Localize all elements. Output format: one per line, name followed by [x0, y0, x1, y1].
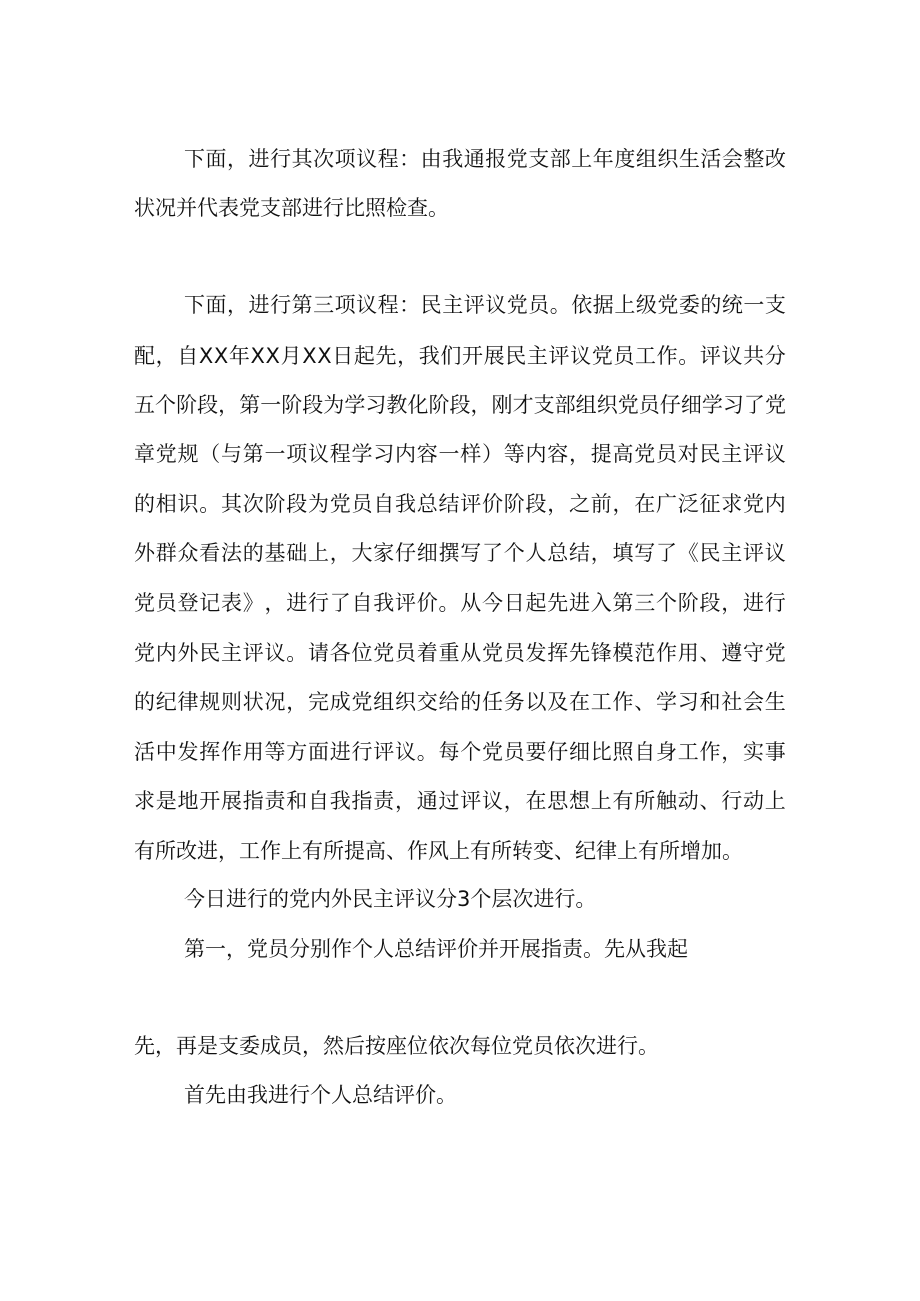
paragraph-2-line-3: 五 个 阶 段 ， 第 一 阶 段 为 学 习 教 化 阶 段 ， 刚 才 支 部 组 织 党 员 仔 细 学 习 了 党: [134, 393, 786, 417]
paragraph-2-line-11: 求 是 地 开 展 指 责 和 自 我 指 责 ， 通 过 评 议 ， 在 思 想 上 有 所 触 动 、 行 动 上: [134, 789, 786, 813]
paragraph-2-line-1: 下 面 ， 进 行 第 三 项 议 程 ： 民 主 评 议 党 员 。 依 据 上 级 党 委 的 统 一 支: [184, 293, 786, 317]
paragraph-1-line-2: 状况并代表党支部进行比照检查。: [134, 196, 449, 220]
paragraph-1-line-1: 下 面 ， 进 行 其 次 项 议 程 ： 由 我 通 报 党 支 部 上 年 度 组 织 生 活 会 整 改: [184, 147, 786, 171]
paragraph-2-line-8: 党 内 外 民 主 评 议 。 请 各 位 党 员 着 重 从 党 员 发 挥 先 锋 模 范 作 用 、 遵 守 党: [134, 641, 786, 665]
paragraph-2-line-10: 活 中 发 挥 作 用 等 方 面 进 行 评 议 。 每 个 党 员 要 仔 细 比 照 自 身 工 作 ， 实 事: [134, 740, 786, 764]
paragraph-4-line-1: 第一，党员分别作个人总结评价并开展指责。先从我起: [184, 937, 688, 961]
paragraph-3: 今日进行的党内外民主评议分3个层次进行。: [184, 887, 597, 911]
paragraph-5: 首先由我进行个人总结评价。: [184, 1083, 457, 1107]
paragraph-2-line-4: 章 党 规 （ 与 第 一 项 议 程 学 习 内 容 一 样 ） 等 内 容 ， 提 高 党 员 对 民 主 评 议: [134, 442, 786, 466]
paragraph-2-line-6: 外 群 众 看 法 的 基 础 上 ， 大 家 仔 细 撰 写 了 个 人 总 结 ， 填 写 了 《 民 主 评 议: [134, 541, 786, 565]
paragraph-2-line-7: 党 员 登 记 表 》 ， 进 行 了 自 我 评 价 。 从 今 日 起 先 进 入 第 三 个 阶 段 ， 进 行: [134, 591, 786, 615]
paragraph-4-line-2: 先，再是支委成员，然后按座位依次每位党员依次进行。: [134, 1034, 659, 1058]
paragraph-2-line-2: 配 ， 自 X X 年 X X 月 X X 日 起 先 ， 我 们 开 展 民 主 评 议 党 员 工 作 。 评 议 共 分: [134, 344, 786, 368]
paragraph-2-line-5: 的 相 识 。 其 次 阶 段 为 党 员 自 我 总 结 评 价 阶 段 ， 之 前 ， 在 广 泛 征 求 党 内: [134, 492, 786, 516]
paragraph-2-line-12: 有所改进，工作上有所提高、作风上有所转变、纪律上有所增加。: [134, 839, 743, 863]
paragraph-2-line-9: 的 纪 律 规 则 状 况 ， 完 成 党 组 织 交 给 的 任 务 以 及 在 工 作 、 学 习 和 社 会 生: [134, 690, 786, 714]
